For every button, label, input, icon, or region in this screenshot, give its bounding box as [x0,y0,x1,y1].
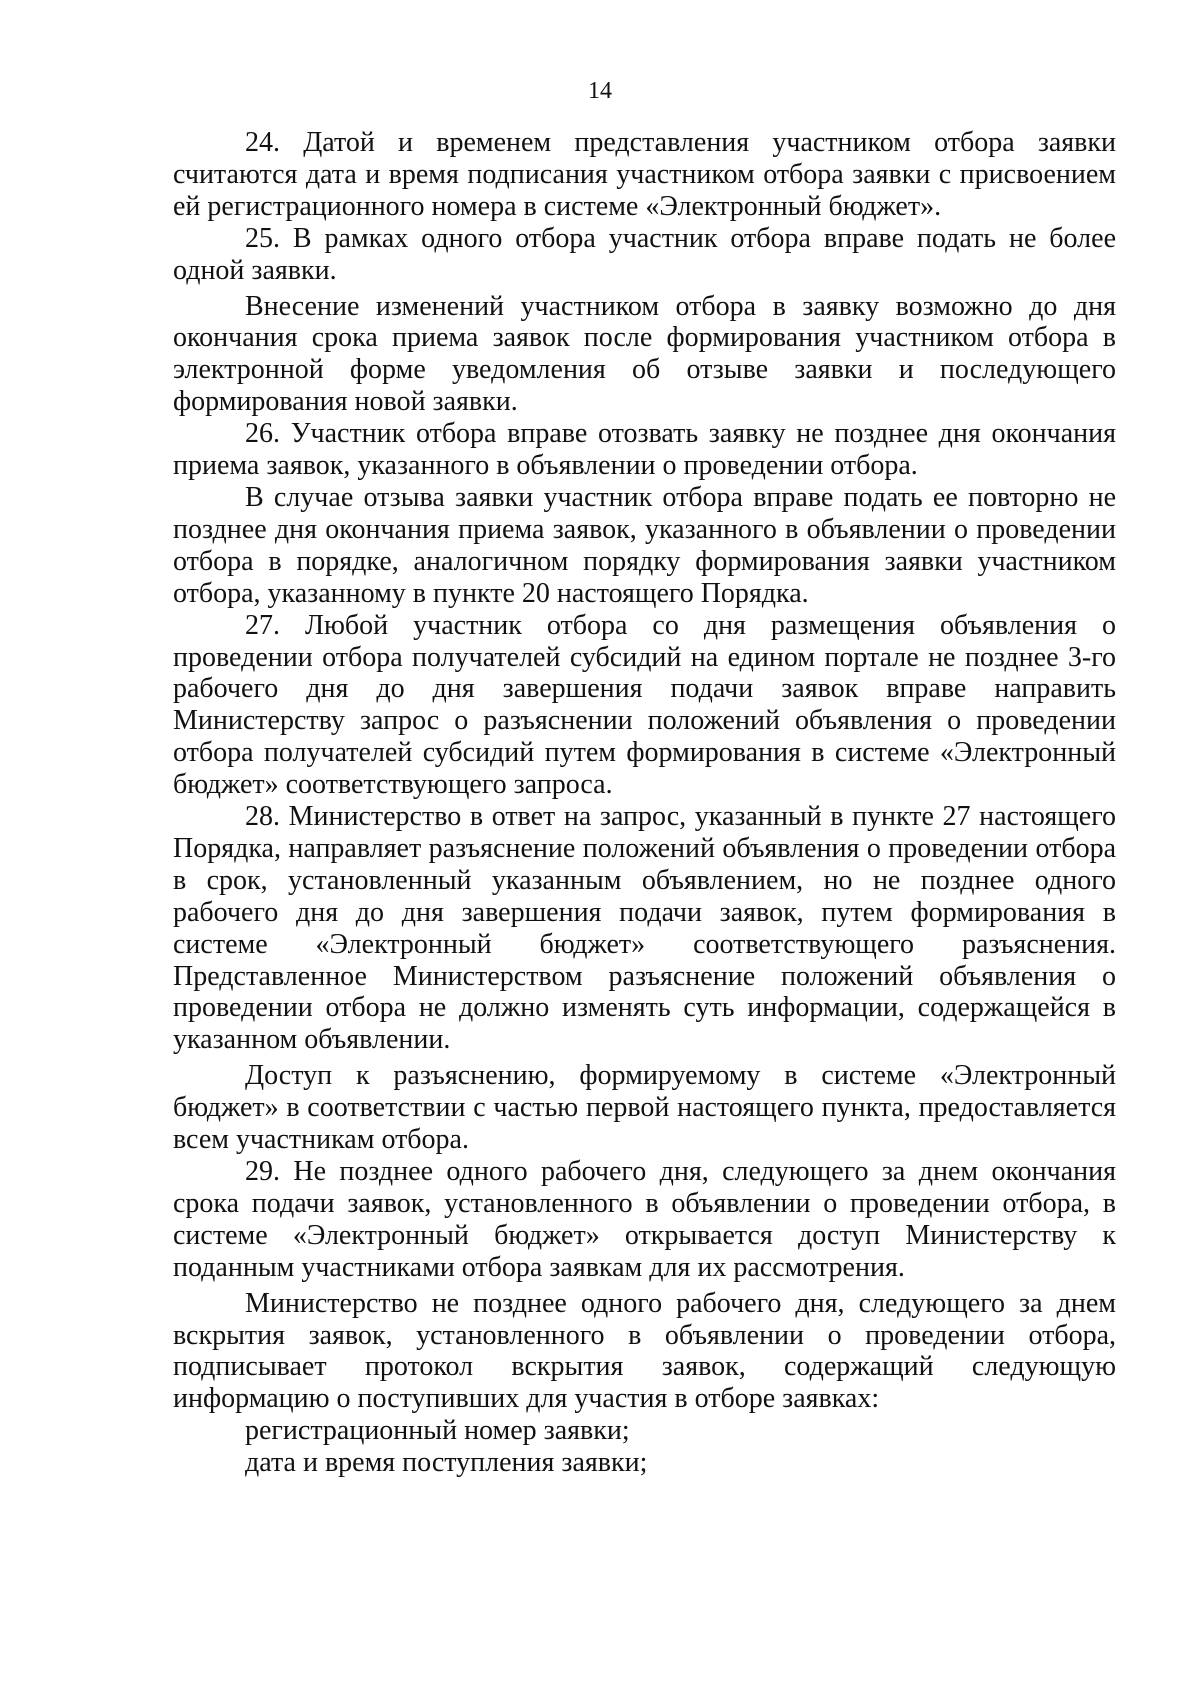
document-body [173,127,1116,1479]
paragraph-27: 27. Любой участник отбора со дня размещения объявления о проведении отбора получателей субсидий на едином портале не позднее 3-го рабочего дня до дня завершения подачи заявок вправе направить Министерству запрос о разъяснении положений объявления о проведении отбора получателей субсидий путем формирования в системе «Электронный бюджет» соответствующего запроса. [173,609,1116,801]
paragraph-26-resubmission: В случае отзыва заявки участник отбора вправе подать ее повторно не позднее дня окончания приема заявок, указанного в объявлении о проведении отбора в порядке, аналогичном порядку формирования заявки участником отбора, указанному в пункте 20 настоящего Порядка. [173,481,1116,609]
list-item-registration-number: регистрационный номер заявки; [245,1415,630,1447]
list-item-receipt-datetime: дата и время поступления заявки; [245,1447,648,1479]
paragraph-25: 25. В рамках одного отбора участник отбора вправе подать не более одной заявки. [173,222,1116,286]
paragraph-24: 24. Датой и временем представления участником отбора заявки считаются дата и время подписания участником отбора заявки с присвоением ей регистрационного номера в системе «Электронный бюджет». [173,127,1116,222]
paragraph-29: 29. Не позднее одного рабочего дня, следующего за днем окончания срока подачи заявок, установленного в объявлении о проведении отбора, в системе «Электронный бюджет» открывается доступ Министерству к поданным участниками отбора заявкам для их рассмотрения. [173,1156,1116,1283]
paragraph-26: 26. Участник отбора вправе отозвать заявку не позднее дня окончания приема заявок, указанного в объявлении о проведении отбора. [173,418,1116,482]
paragraph-29-protocol: Министерство не позднее одного рабочего дня, следующего за днем вскрытия заявок, установленного в объявлении о проведении отбора, подписывает протокол вскрытия заявок, содержащий следующую информацию о поступивших для участия в отборе заявках: [173,1287,1116,1415]
paragraph-25-changes: Внесение изменений участником отбора в заявку возможно до дня окончания срока приема заявок после формирования участником отбора в электронной форме уведомления об отзыве заявки и последующего формирования новой заявки. [173,290,1116,418]
paragraph-28: 28. Министерство в ответ на запрос, указанный в пункте 27 настоящего Порядка, направляет разъяснение положений объявления о проведении отбора в срок, установленный указанным объявлением, но не позднее одного рабочего дня до дня завершения подачи заявок, путем формирования в системе «Электронный бюджет» соответствующего разъяснения. Представленное Министерством разъяснение положений объявления о проведении отбора не должно изменять суть информации, содержащейся в указанном объявлении. [173,801,1116,1056]
paragraph-28-access: Доступ к разъяснению, формируемому в системе «Электронный бюджет» в соответствии с частью первой настоящего пункта, предоставляется всем участникам отбора. [173,1060,1116,1156]
page-number: 14 [588,78,612,104]
